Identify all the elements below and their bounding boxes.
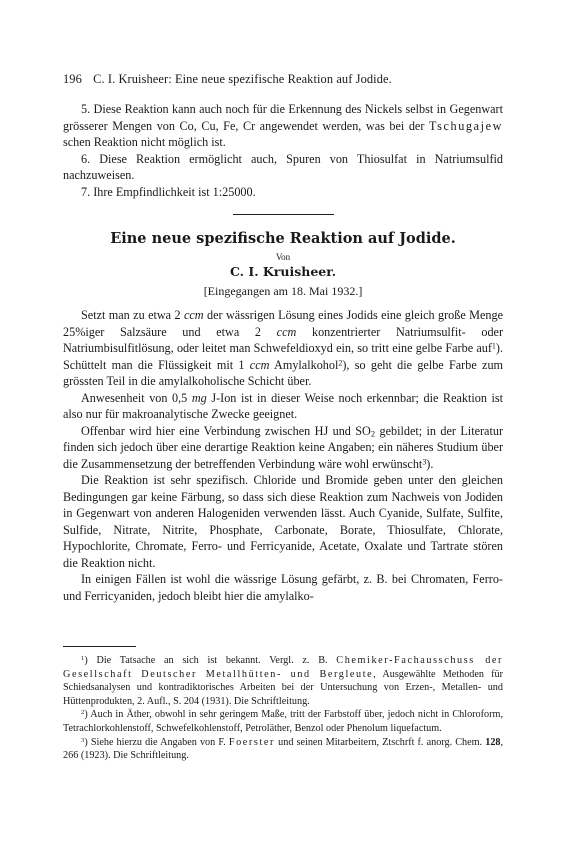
footnote-ref-1-paren: )	[495, 341, 500, 355]
spaced-name: Foerster	[228, 736, 276, 748]
numbered-point-7: 7. Ihre Empfindlichkeit ist 1:25000.	[81, 184, 256, 199]
numbered-point-6: 6. Diese Reaktion ermöglicht auch, Spuren von Thiosulfat in Natriumsulfid nachzuweisen.	[63, 151, 503, 182]
section-divider	[233, 214, 334, 215]
footnote-rule	[63, 646, 136, 647]
article-title: Eine neue spezifische Reaktion auf Jodide.	[110, 230, 456, 247]
running-header	[63, 72, 513, 87]
footnote-ref-1: 1	[491, 341, 496, 351]
footnote-1: $^1$) Die Tatsache an sich ist bekannt. Vergl. z. B. Chemiker-Fachausschuss der Gesellschaft Deutscher Metallhütten- und Bergleute, Ausgewählte Methoden für Schiedsanalysen und kontradiktorisches Arbeiten bei der Untersuchung von Erzen-, Metallen- und Hüttenprodukten, 2. Aufl., S. 204 (1931). Die Schriftleitung.	[63, 655, 503, 707]
spaced-name: Tschugajew	[428, 118, 504, 133]
received-date: [Eingegangen am 18. Mai 1932.]	[203, 284, 363, 298]
article-body	[63, 307, 503, 604]
paragraph-2: Anwesenheit von 0,5 mg J-Ion ist in dieser Weise noch erkennbar; die Reaktion ist also nur für makroanalytische Zwecke geeignet.	[63, 390, 504, 421]
byline-von: Von	[275, 252, 291, 262]
article-author: C. I. Kruisheer.	[229, 264, 337, 279]
footnote-2: $^2$) Auch in Äther, obwohl in sehr geringem Maße, tritt der Farbstoff über, jedoch nicht in Chloroform, Tetrachlorkohlenstoff, Schwefelkohlenstoff, Petroläther, Benzol oder Phenolum liquefactum.	[63, 709, 503, 734]
paragraph-1: Setzt man zu etwa 2 ccm der wässrigen Lösung eines Jodids eine gleich große Menge 25%iger Salzsäure und etwa 2 ccm konzentrierter Natriumsulfit- oder Natriumbisulfitlösung, oder leitet man Schwefeldioxyd ein, so tritt eine gelbe Farbe auf$^1$). Schüttelt man die Flüssigkeit mit 1 ccm Amylalkohol$^2$), so geht die gelbe Farbe zum grössten Teil in die amylalkoholische Schicht über.	[63, 308, 504, 388]
paragraph-5: In einigen Fällen ist wohl die wässrige Lösung gefärbt, z. B. bei Chromaten, Ferro- und Ferricyaniden, jedoch bleibt hier die amylalko-	[63, 572, 503, 603]
paragraph-3: Offenbar wird hier eine Verbindung zwischen HJ und $SO_2$ gebildet; in der Literatur finden sich jedoch über eine derartige Reaktion keine Angaben; ein näheres Studium über die Zusammensetzung der betreffenden Verbindung wäre wohl erwünscht$^3$).	[63, 423, 503, 471]
volume-number: 128	[485, 736, 501, 748]
previous-article-ending	[63, 101, 503, 200]
spaced-institution: Chemiker-Fachausschuss der Gesellschaft Deutscher Metallhütten- und Bergleute	[63, 655, 503, 680]
footnote-ref-3: 3	[422, 456, 427, 466]
page-number: 196	[63, 72, 82, 86]
footnotes	[63, 654, 503, 763]
running-title: C. I. Kruisheer: Eine neue spezifische Reaktion auf Jodide.	[93, 72, 392, 86]
footnote-3: $^3$) Siehe hierzu die Angaben von F. Foerster und seinen Mitarbeitern, Ztschrft f. anorg. Chem. 128, 266 (1923). Die Schriftleitung.	[63, 736, 504, 762]
numbered-point-5: 5. Diese Reaktion kann auch noch für die Erkennung des Nickels selbst in Gegenwart grösserer Mengen von Co, Cu, Fe, Cr angewendet werden, was bei der Tschugajew schen Reaktion nicht möglich ist.	[63, 102, 504, 149]
paragraph-4: Die Reaktion ist sehr spezifisch. Chloride und Bromide geben unter den gleichen Bedingungen gar keine Färbung, so dass sich diese Reaktion zum Nachweis von Jodiden in Gegenwart von anderen Halogeniden verwenden lässt. Auch Cyanide, Sulfate, Sulfite, Sulfide, Nitrate, Nitrite, Phosphate, Carbonate, Borate, Thiosulfate, Chlorate, Hypochlorite, Chromate, Ferro- und Ferricyanide, Acetate, Oxalate und Tartrate stören die Reaktion nicht.	[63, 473, 503, 570]
footnote-ref-2: 2	[338, 357, 343, 367]
